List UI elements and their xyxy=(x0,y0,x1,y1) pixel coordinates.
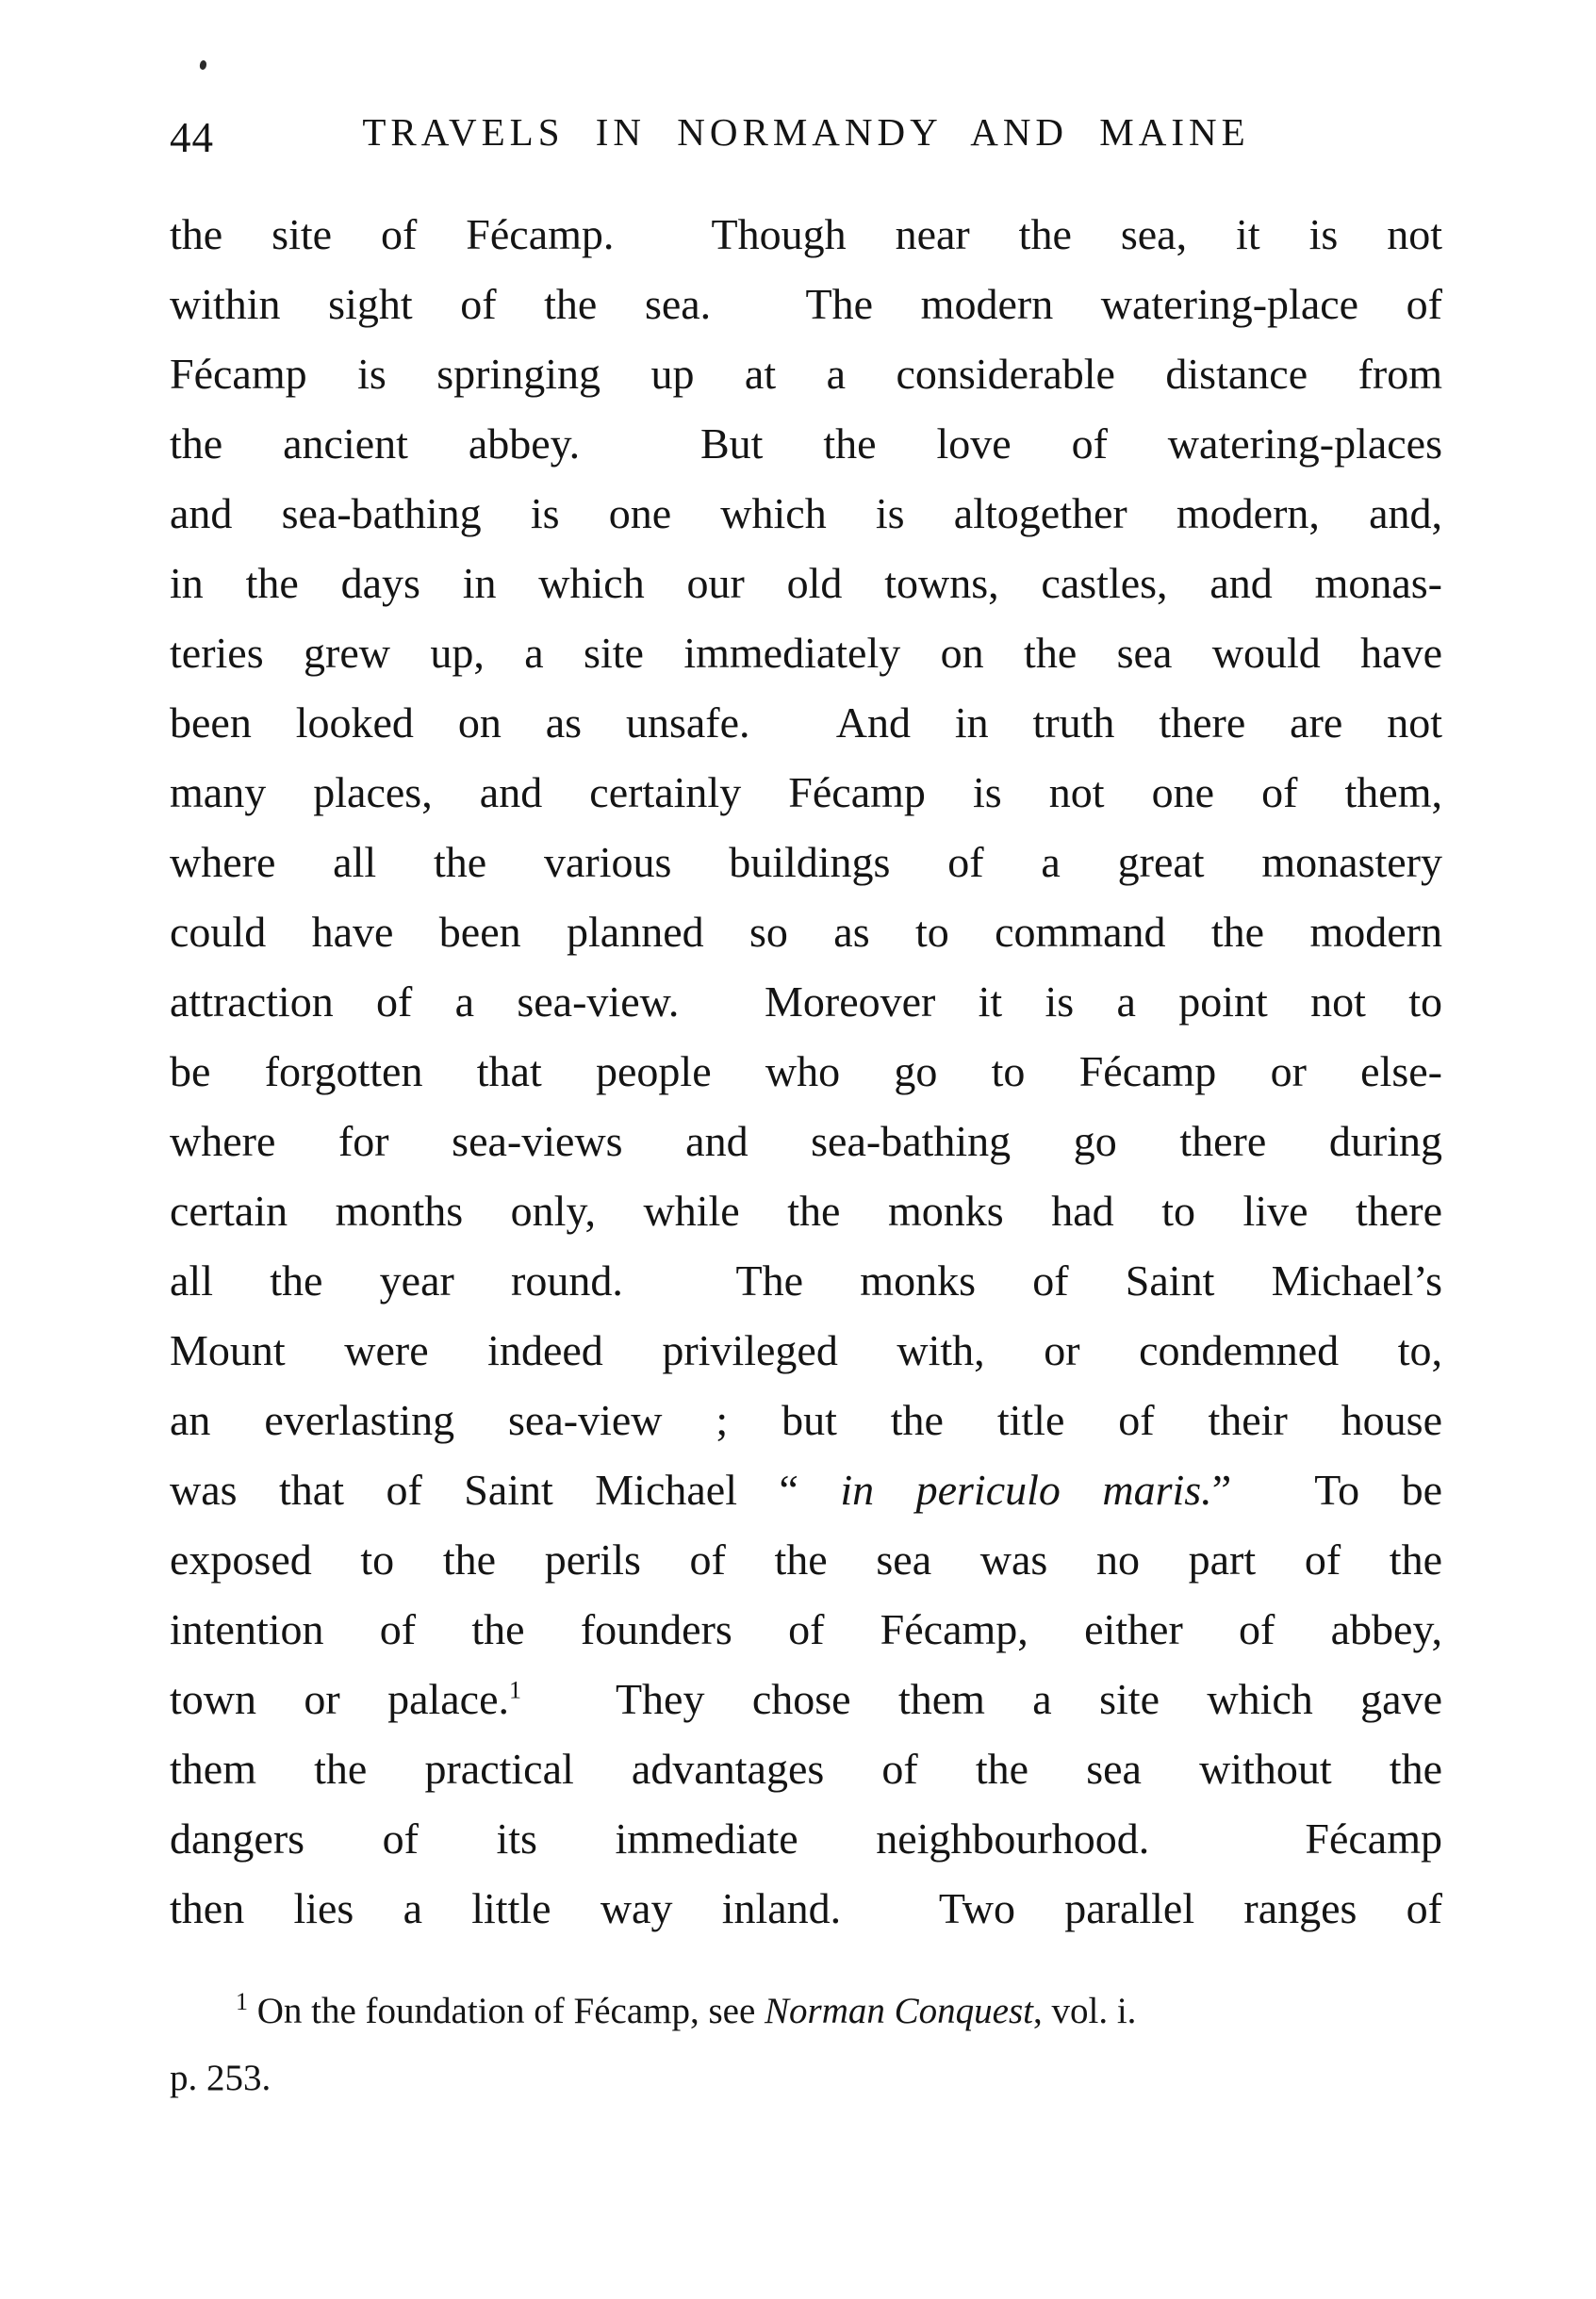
body-text xyxy=(170,200,1442,1944)
footnote xyxy=(170,1978,1442,2111)
text-line: be forgotten that people who go to Fécamp or else- xyxy=(170,1047,1442,1095)
text-line: was that of Saint Michael “ in periculo maris.” To be xyxy=(170,1466,1442,1514)
text-line: the ancient abbey. But the love of watering-places xyxy=(170,419,1442,468)
text-line: dangers of its immediate neighbourhood. Fécamp xyxy=(170,1815,1442,1863)
text-line: in the days in which our old towns, castles, and monas- xyxy=(170,559,1442,607)
footnote-line: p. 253. xyxy=(170,2058,271,2098)
running-title: TRAVELS IN NORMANDY AND MAINE xyxy=(362,110,1250,154)
text-line: an everlasting sea-view ; but the title of their house xyxy=(170,1396,1442,1444)
text-line: many places, and certainly Fécamp is not one of them, xyxy=(170,768,1442,816)
text-line: attraction of a sea-view. Moreover it is a point not to xyxy=(170,977,1442,1026)
text-line: where all the various buildings of a great monastery xyxy=(170,838,1442,886)
text-line: the site of Fécamp. Though near the sea, it is not xyxy=(170,210,1442,258)
scan-artifact xyxy=(199,59,207,70)
page-header xyxy=(170,109,1442,166)
text-line: where for sea-views and sea-bathing go there during xyxy=(170,1117,1442,1165)
footnote-line: $^1$ On the foundation of Fécamp, see Norman Conquest, vol. i. xyxy=(236,1988,1137,2031)
text-line: certain months only, while the monks had to live there xyxy=(170,1187,1442,1235)
text-line: could have been planned so as to command the modern xyxy=(170,908,1442,956)
text-line: Mount were indeed privileged with, or condemned to, xyxy=(170,1326,1442,1374)
page-number: 44 xyxy=(170,114,214,161)
text-line: intention of the founders of Fécamp, either of abbey, xyxy=(170,1605,1442,1653)
text-line: all the year round. The monks of Saint Michael’s xyxy=(170,1256,1442,1305)
text-line: then lies a little way inland. Two parallel ranges of xyxy=(170,1884,1442,1932)
text-line: within sight of the sea. The modern watering-place of xyxy=(170,280,1442,328)
text-line: them the practical advantages of the sea without the xyxy=(170,1745,1442,1793)
text-line: and sea-bathing is one which is altogether modern, and, xyxy=(170,489,1442,537)
text-line: exposed to the perils of the sea was no part of the xyxy=(170,1535,1442,1584)
text-line: town or palace.$^1$ They chose them a site which gave xyxy=(170,1675,1442,1723)
text-line: been looked on as unsafe. And in truth there are not xyxy=(170,698,1442,747)
text-line: teries grew up, a site immediately on the sea would have xyxy=(170,629,1442,677)
text-line: Fécamp is springing up at a considerable distance from xyxy=(170,350,1442,398)
